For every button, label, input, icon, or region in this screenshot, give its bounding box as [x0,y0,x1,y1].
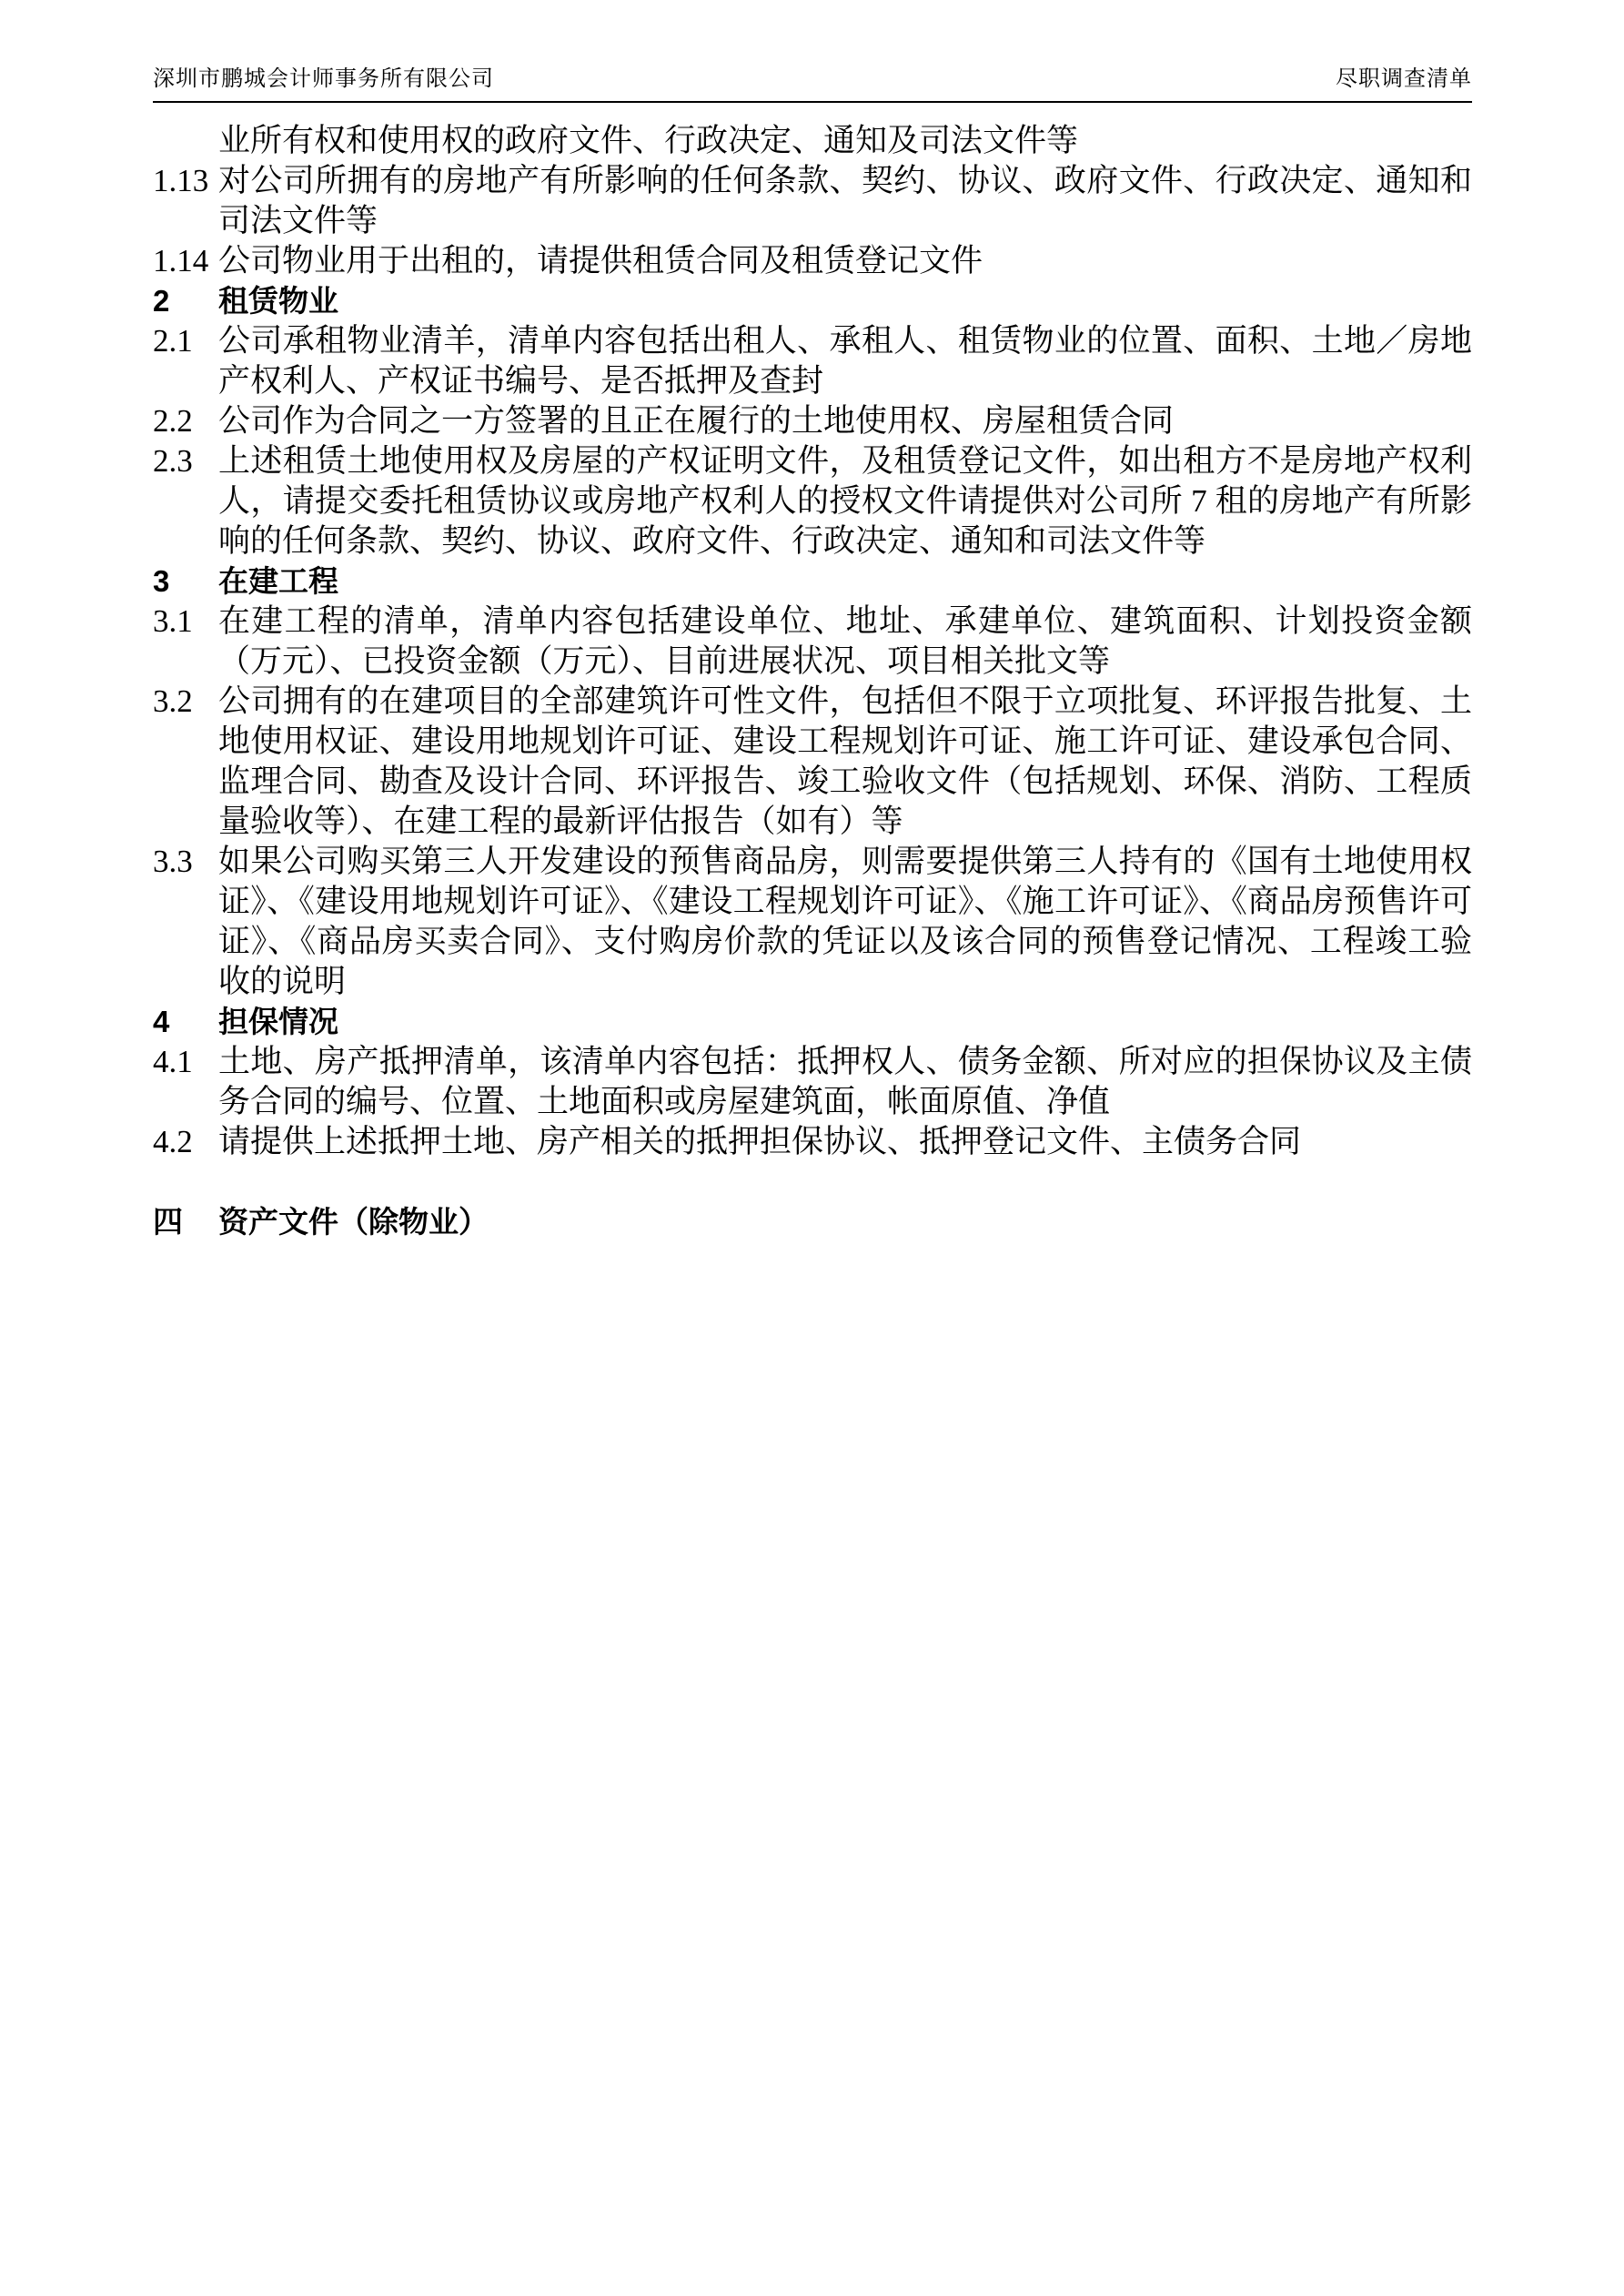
item-number: 2 [153,284,170,318]
item-text: 在建工程的清单，清单内容包括建设单位、地址、承建单位、建筑面积、计划投资金额（万元）、已投资金额（万元）、目前进展状况、项目相关批文等 [218,603,1472,679]
item-number: 3 [153,564,170,598]
list-item [153,1042,1472,1122]
list-item [153,602,1472,682]
list-item [153,1202,1472,1242]
item-text: 土地、房产抵押清单，该清单内容包括：抵押权人、债务金额、所对应的担保协议及主债务合同的编号、位置、土地面积或房屋建筑面，帐面原值、净值 [218,1044,1472,1119]
header-doc-title: 尽职调查清单 [1336,67,1472,91]
item-text: 上述租赁土地使用权及房屋的产权证明文件，及租赁登记文件，如出租方不是房地产权利人，请提交委托租赁协议或房地产权利人的授权文件请提供对公司所 7 租的房地产有所影响的任何条款、契约、协议、政府文件、行政决定、通知和司法文件等 [218,443,1472,559]
item-number: 2.1 [153,323,193,359]
item-number [153,121,218,161]
item-number: 1.14 [153,243,209,278]
item-text: 对公司所拥有的房地产有所影响的任何条款、契约、协议、政府文件、行政决定、通知和司法文件等 [218,163,1472,238]
list-item [153,1122,1472,1162]
list-item [153,241,1472,281]
header-company-name: 深圳市鹏城会计师事务所有限公司 [153,67,494,91]
list-item [153,401,1472,441]
item-list [153,121,1472,1242]
page-header [153,60,1472,103]
item-number: 4 [153,1005,170,1038]
item-number: 四 [153,1205,183,1239]
item-number: 2.3 [153,443,193,479]
item-text: 资产文件（除物业） [218,1205,489,1239]
item-number: 3.2 [153,683,193,719]
item-text: 租赁物业 [218,284,338,318]
item-text: 在建工程 [218,564,338,598]
item-number: 4.1 [153,1044,193,1079]
item-text: 请提供上述抵押土地、房产相关的抵押担保协议、抵押登记文件、主债务合同 [218,1124,1302,1159]
list-item [153,682,1472,842]
list-item [153,321,1472,401]
item-text: 公司物业用于出租的，请提供租赁合同及租赁登记文件 [218,243,983,278]
item-text: 业所有权和使用权的政府文件、行政决定、通知及司法文件等 [218,123,1079,158]
item-number: 3.3 [153,844,193,879]
list-item [153,161,1472,241]
item-number: 2.2 [153,403,193,439]
item-text: 公司承租物业清羊，清单内容包括出租人、承租人、租赁物业的位置、面积、土地／房地产权利人、产权证书编号、是否抵押及查封 [218,323,1472,399]
list-item [153,1002,1472,1042]
item-number: 1.13 [153,163,209,198]
item-text: 担保情况 [218,1005,338,1038]
list-item [153,561,1472,602]
item-text: 如果公司购买第三人开发建设的预售商品房，则需要提供第三人持有的《国有土地使用权证》、《建设用地规划许可证》、《建设工程规划许可证》、《施工许可证》、《商品房预售许可证》、《商品房买卖合同》、支付购房价款的凭证以及该合同的预售登记情况、工程竣工验收的说明 [218,844,1472,999]
item-number: 3.1 [153,603,193,639]
item-number: 4.2 [153,1124,193,1159]
list-item [153,842,1472,1002]
item-text: 公司拥有的在建项目的全部建筑许可性文件，包括但不限于立项批复、环评报告批复、土地使用权证、建设用地规划许可证、建设工程规划许可证、施工许可证、建设承包合同、监理合同、勘查及设计合同、环评报告、竣工验收文件（包括规划、环保、消防、工程质量验收等）、在建工程的最新评估报告（如有）等 [218,683,1472,839]
list-item [153,121,1472,161]
list-item [153,281,1472,321]
item-text: 公司作为合同之一方签署的且正在履行的土地使用权、房屋租赁合同 [218,403,1175,439]
list-item [153,441,1472,561]
